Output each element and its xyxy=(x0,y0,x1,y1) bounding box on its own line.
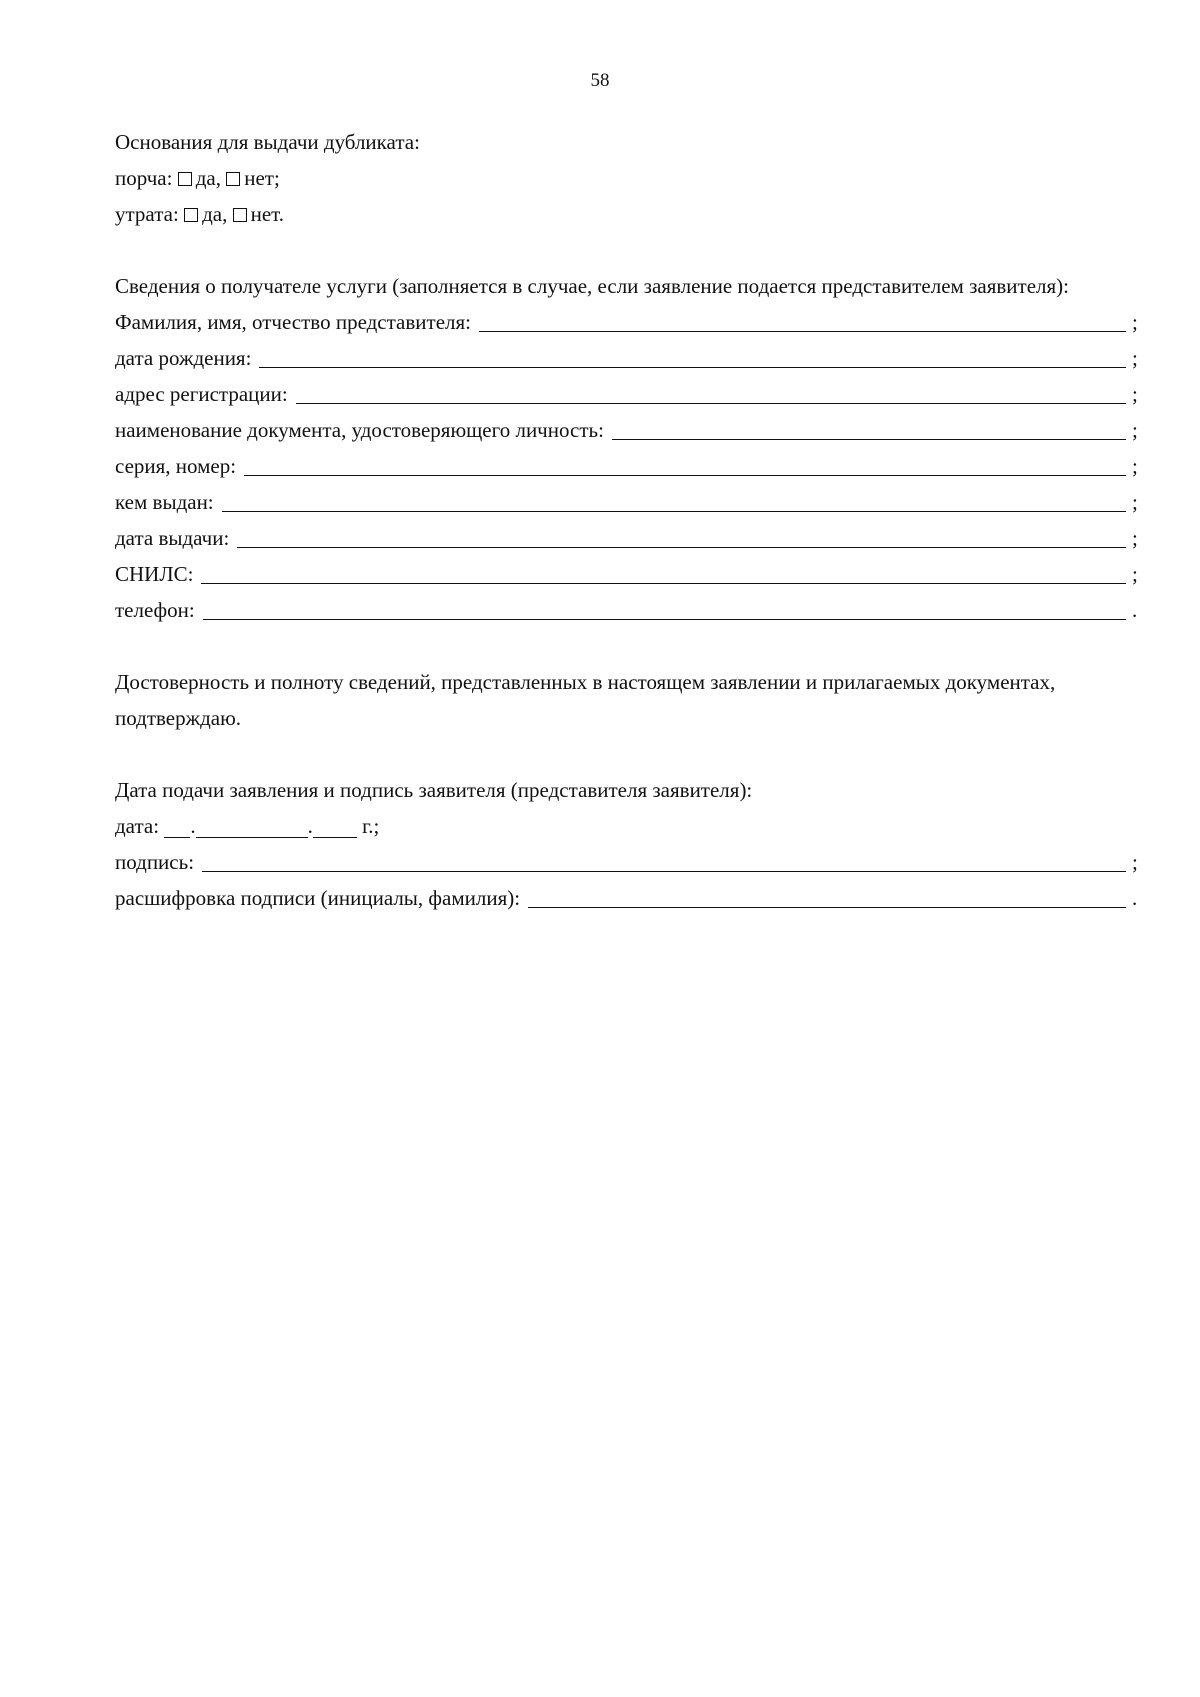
date-label: дата: xyxy=(115,814,160,838)
grounds-loss-row xyxy=(115,196,1142,232)
loss-yes-option[interactable] xyxy=(184,202,227,226)
field-label: серия, номер: xyxy=(115,454,237,478)
field-terminator: ; xyxy=(1132,526,1138,550)
field-label: Фамилия, имя, отчество представителя: xyxy=(115,310,471,334)
field-label: адрес регистрации: xyxy=(115,382,288,406)
form-body xyxy=(115,124,1142,916)
id-document-row xyxy=(115,412,1142,448)
field-terminator: ; xyxy=(1132,418,1138,442)
field-terminator: ; xyxy=(1132,490,1138,514)
field-label: СНИЛС: xyxy=(115,562,194,586)
birth-date-field[interactable] xyxy=(259,342,1126,368)
registration-address-row xyxy=(115,376,1142,412)
recipient-heading: Сведения о получателе услуги (заполняется в случае, если заявление подается представителем заявителя): xyxy=(115,274,1069,298)
field-terminator: ; xyxy=(1132,850,1138,874)
field-label: расшифровка подписи (инициалы, фамилия): xyxy=(115,886,521,910)
phone-field[interactable] xyxy=(203,594,1126,620)
field-terminator: ; xyxy=(1132,310,1138,334)
damage-no-label: нет; xyxy=(244,166,280,190)
signature-decoding-row xyxy=(115,880,1142,916)
date-suffix: г.; xyxy=(362,814,380,838)
registration-address-field[interactable] xyxy=(296,378,1126,404)
field-label: дата выдачи: xyxy=(115,526,230,550)
snils-field[interactable] xyxy=(201,558,1126,584)
date-year-field[interactable] xyxy=(313,813,357,838)
damage-label: порча: xyxy=(115,166,173,190)
loss-no-checkbox[interactable] xyxy=(233,208,247,222)
field-label: телефон: xyxy=(115,598,195,622)
loss-yes-label: да, xyxy=(202,202,228,226)
date-day-field[interactable] xyxy=(164,813,190,838)
snils-row xyxy=(115,556,1142,592)
loss-yes-checkbox[interactable] xyxy=(184,208,198,222)
representative-name-row xyxy=(115,304,1142,340)
damage-yes-checkbox[interactable] xyxy=(178,172,192,186)
recipient-fields xyxy=(115,304,1142,628)
issue-date-row xyxy=(115,520,1142,556)
representative-name-field[interactable] xyxy=(479,306,1126,332)
field-terminator: . xyxy=(1132,598,1138,622)
damage-no-option[interactable] xyxy=(226,166,280,190)
signature-row xyxy=(115,844,1142,880)
birth-date-row xyxy=(115,340,1142,376)
issue-date-field[interactable] xyxy=(237,522,1126,548)
field-terminator: . xyxy=(1132,886,1138,910)
grounds-heading: Основания для выдачи дубликата: xyxy=(115,130,420,154)
phone-row xyxy=(115,592,1142,628)
damage-no-checkbox[interactable] xyxy=(226,172,240,186)
field-label: дата рождения: xyxy=(115,346,252,370)
grounds-damage-row xyxy=(115,160,1142,196)
loss-no-label: нет. xyxy=(250,202,284,226)
field-terminator: ; xyxy=(1132,382,1138,406)
page-number: 58 xyxy=(590,70,610,91)
series-number-row xyxy=(115,448,1142,484)
confirmation-text: Достоверность и полноту сведений, представленных в настоящем заявлении и прилагаемых документах, подтверждаю. xyxy=(115,670,1056,730)
issued-by-row xyxy=(115,484,1142,520)
loss-no-option[interactable] xyxy=(233,202,284,226)
damage-yes-option[interactable] xyxy=(178,166,221,190)
loss-label: утрата: xyxy=(115,202,179,226)
date-row xyxy=(115,808,1142,844)
field-label: кем выдан: xyxy=(115,490,214,514)
id-document-field[interactable] xyxy=(612,414,1126,440)
damage-yes-label: да, xyxy=(195,166,221,190)
date-month-field[interactable] xyxy=(196,813,308,838)
field-terminator: ; xyxy=(1132,346,1138,370)
date-separator: . xyxy=(190,814,196,838)
series-number-field[interactable] xyxy=(244,450,1126,476)
field-label: подпись: xyxy=(115,850,195,874)
date-separator: . xyxy=(307,814,313,838)
signature-heading: Дата подачи заявления и подпись заявителя (представителя заявителя): xyxy=(115,778,753,802)
field-label: наименование документа, удостоверяющего личность: xyxy=(115,418,604,442)
signature-decoding-field[interactable] xyxy=(528,882,1126,908)
field-terminator: ; xyxy=(1132,454,1138,478)
field-terminator: ; xyxy=(1132,562,1138,586)
signature-field[interactable] xyxy=(202,846,1126,872)
issued-by-field[interactable] xyxy=(222,486,1126,512)
